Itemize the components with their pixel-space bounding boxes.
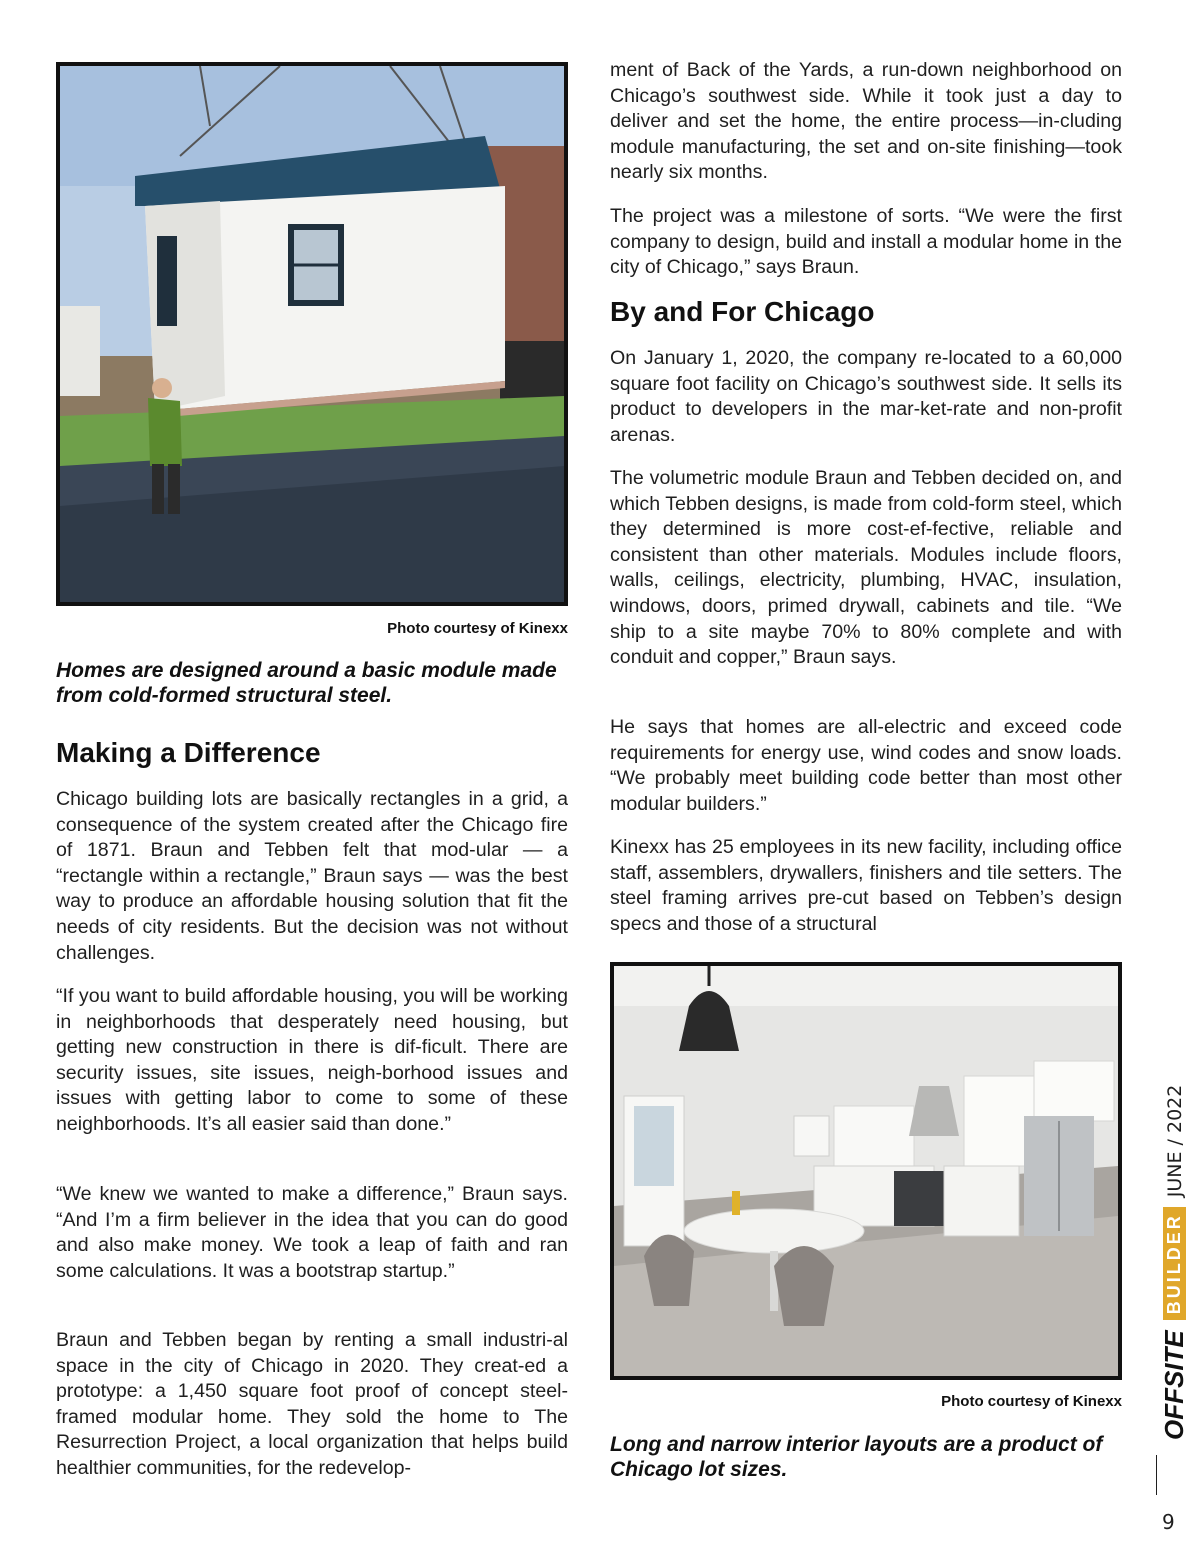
paragraph: On January 1, 2020, the company re-located to a 60,000 square foot facility on Chicago’s southwest side. It sells its product to developers in the mar-ket-rate and non-profit arenas. [610, 347, 1122, 446]
paragraph: “We knew we wanted to make a difference,” Braun says. “And I’m a firm believer in the idea that you can do good and also make money. We took a leap of faith and ran some calculations. It was a bootstrap startup.” [56, 1183, 568, 1282]
paragraph: Kinexx has 25 employees in its new facility, including office staff, assemblers, drywallers, finishers and tile setters. The steel framing arrives pre-cut based on Tebben’s design specs and those of a structural [610, 836, 1122, 935]
module-crane-photo [56, 62, 568, 606]
paragraph: The volumetric module Braun and Tebben decided on, and which Tebben designs, is made from cold-form steel, which they determined is more cost-ef-fective, reliable and consistent than other materials. Modules include floors, walls, ceilings, electricity, plumbing, HVAC, insulation, windows, doors, primed drywall, cabinets and tile. “We ship to a site maybe 70% to 80% complete and with conduit and copper,” Braun says. [610, 467, 1122, 669]
issue-date: JUNE / 2022 [1163, 1084, 1186, 1198]
photo-caption: Long and narrow interior layouts are a product of Chicago lot sizes. [610, 1433, 1103, 1481]
footer-divider [1156, 1455, 1157, 1495]
photo-caption: Homes are designed around a basic module made from cold-formed structural steel. [56, 659, 557, 707]
photo-credit: Photo courtesy of Kinexx [941, 1393, 1122, 1410]
brand-builder-logo: BUILDER [1163, 1207, 1186, 1320]
paragraph: “If you want to build affordable housing, you will be working in neighborhoods that desperately need housing, but getting new construction in there is dif-ficult. There are security issues, site issues, neigh-borhood issues and issues with getting labor to come to some of these neighborhoods. It’s all easier said than done.” [56, 985, 568, 1135]
paragraph: ment of Back of the Yards, a run-down neighborhood on Chicago’s southwest side. While it took just a day to deliver and set the home, the entire process—in-cluding module manufacturing, the set and on-site finishing—took nearly six months. [610, 59, 1122, 184]
paragraph: The project was a milestone of sorts. “We were the first company to design, build and install a modular home in the city of Chicago,” says Braun. [610, 205, 1122, 279]
brand-offsite-logo: OFFSITE [1159, 1330, 1189, 1440]
page-number: 9 [1162, 1510, 1175, 1534]
section-heading-by-and-for-chicago: By and For Chicago [610, 296, 875, 327]
paragraph: He says that homes are all-electric and exceed code requirements for energy use, wind codes and snow loads. “We probably meet building code better than most other modular builders.” [610, 716, 1122, 815]
kitchen-interior-photo [610, 962, 1122, 1380]
paragraph: Braun and Tebben began by renting a small industri-al space in the city of Chicago in 2020. They creat-ed a prototype: a 1,450 square foot proof of concept steel-framed modular home. They sold the home to The Resurrection Project, a local organization that helps build healthier communities, for the redevelop- [56, 1329, 568, 1479]
photo-credit: Photo courtesy of Kinexx [387, 620, 568, 637]
brand-date-strip [1159, 1085, 1190, 1440]
kitchen-illustration [614, 966, 1118, 1376]
section-heading-making-a-difference: Making a Difference [56, 737, 321, 768]
paragraph: Chicago building lots are basically rectangles in a grid, a consequence of the system created after the Chicago fire of 1871. Braun and Tebben felt that mod-ular — a “rectangle within a rectangle,” Braun says — was the best way to produce an affordable housing solution that fit the needs of city residents. But the decision was not without challenges. [56, 788, 568, 964]
module-crane-illustration [60, 66, 564, 602]
